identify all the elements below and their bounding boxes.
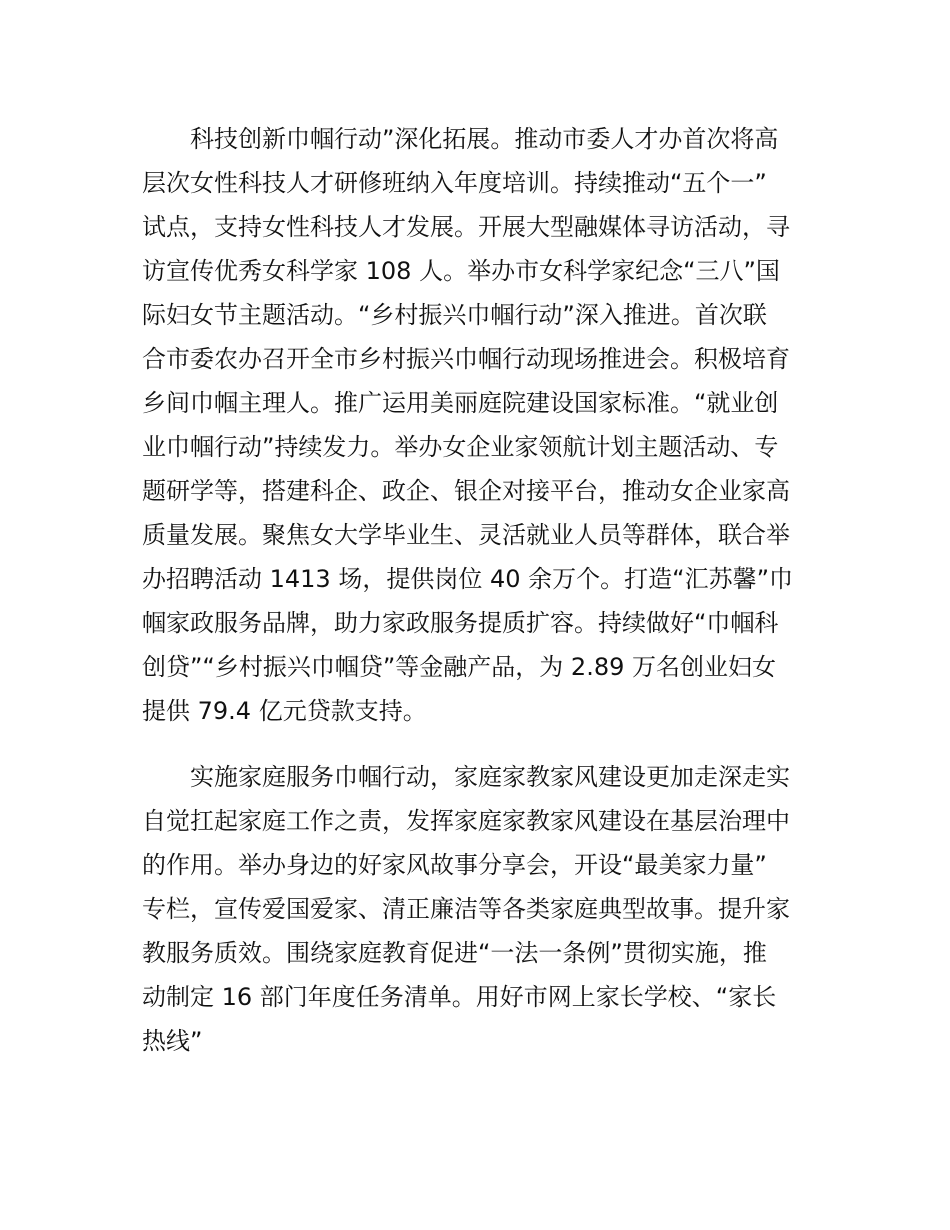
paragraph-line: 提供 79.4 亿元贷款支持。: [142, 697, 427, 725]
paragraph-line: 热线”: [142, 1027, 203, 1055]
paragraph-line: 质量发展。聚焦女大学毕业生、灵活就业人员等群体，联合举: [142, 521, 790, 549]
paragraph-line: 际妇女节主题活动。“乡村振兴巾帼行动”深入推进。首次联: [142, 301, 767, 329]
paragraph-line: 乡间巾帼主理人。推广运用美丽庭院建设国家标准。“就业创: [142, 389, 779, 417]
paragraph-line: 实施家庭服务巾帼行动，家庭家教家风建设更加走深走实: [190, 763, 790, 791]
paragraph-line: 访宣传优秀女科学家 108 人。举办市女科学家纪念“三八”国: [142, 257, 780, 285]
paragraph-line: 创贷”“乡村振兴巾帼贷”等金融产品，为 2.89 万名创业妇女: [142, 653, 776, 681]
document-body: [142, 117, 814, 1063]
paragraph-line: 办招聘活动 1413 场，提供岗位 40 余万个。打造“汇苏馨”巾: [142, 565, 793, 593]
paragraph-line: 的作用。举办身边的好家风故事分享会，开设“最美家力量”: [142, 851, 767, 879]
paragraph-line: 题研学等，搭建科企、政企、银企对接平台，推动女企业家高: [142, 477, 790, 505]
paragraph-line: 业巾帼行动”持续发力。举办女企业家领航计划主题活动、专: [142, 433, 779, 461]
paragraph-line: 帼家政服务品牌，助力家政服务提质扩容。持续做好“巾帼科: [142, 609, 779, 637]
paragraph-line: 教服务质效。围绕家庭教育促进“一法一条例”贯彻实施，推: [142, 939, 767, 967]
paragraph-line: 层次女性科技人才研修班纳入年度培训。持续推动“五个一”: [142, 169, 767, 197]
paragraph-2: [142, 755, 814, 1063]
paragraph-line: 合市委农办召开全市乡村振兴巾帼行动现场推进会。积极培育: [142, 345, 790, 373]
paragraph-line: 自觉扛起家庭工作之责，发挥家庭家教家风建设在基层治理中: [142, 807, 790, 835]
paragraph-1: [142, 117, 814, 733]
paragraph-line: 科技创新巾帼行动”深化拓展。推动市委人才办首次将高: [190, 125, 779, 153]
paragraph-line: 试点，支持女性科技人才发展。开展大型融媒体寻访活动，寻: [142, 213, 790, 241]
paragraph-line: 动制定 16 部门年度任务清单。用好市网上家长学校、“家长: [142, 983, 777, 1011]
paragraph-line: 专栏，宣传爱国爱家、清正廉洁等各类家庭典型故事。提升家: [142, 895, 790, 923]
